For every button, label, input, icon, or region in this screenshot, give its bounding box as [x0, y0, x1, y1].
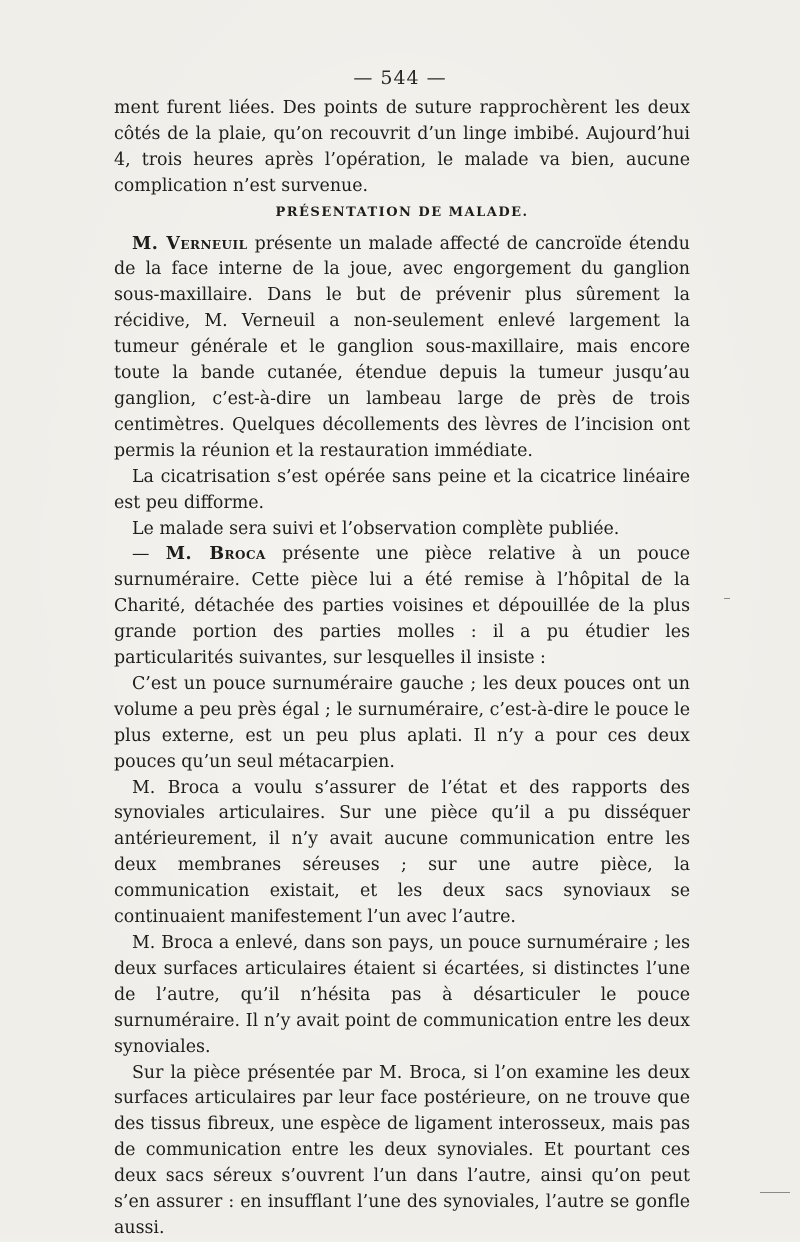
- paragraph-pays: M. Broca a enlevé, dans son pays, un pouce surnuméraire ; les deux surfaces articulaires étaient si écartées, si distinctes l’une de l’autre, qu’il n’hésita pas à désarticuler le pouce surnuméraire. Il n’y avait point de communication entre les deux synoviales.: [114, 933, 690, 1057]
- paragraph-synoviales: M. Broca a voulu s’assurer de l’état et des rapports des synoviales articulaires. Sur une pièce qu’il a pu disséquer antérieurement, il n’y avait aucune communication entre les deux membranes séreuses ; sur une autre pièce, la communication existait, et les deux sacs synoviaux se continuaient manifestement l’un avec l’autre.: [114, 777, 690, 928]
- page-text-body: [114, 96, 690, 1242]
- paragraph-text: présente un malade affecté de cancroïde étendu de la face interne de la joue, avec engorgement du ganglion sous-maxillaire. Dans le but de prévenir plus sûrement la récidive, M. Verneuil a non-seulement enlevé largement la tumeur générale et le ganglion sous-maxillaire, mais encore toute la bande cutanée, étendue depuis la tumeur jusqu’au ganglion, c’est-à-dire un lambeau large de près de trois centimètres. Quelques décollements des lèvres de l’incision ont permis la réunion et la restauration immédiate.: [114, 233, 690, 461]
- paragraph-continuation: ment furent liées. Des points de suture rapprochèrent les deux côtés de la plaie, qu’on recouvrit d’un linge imbibé. Aujourd’hui 4, trois heures après l’opération, le malade va bien, aucune complication n’est survenue.: [114, 98, 690, 196]
- page-number: — 544 —: [353, 67, 447, 89]
- scan-mark: [760, 1192, 790, 1193]
- speaker-name: M. Broca: [165, 544, 266, 565]
- speaker-name: M. Verneuil: [132, 233, 248, 254]
- em-dash: —: [132, 544, 166, 565]
- paragraph-cicatrisation: La cicatrisation s’est opérée sans peine et la cicatrice linéaire est peu difforme.: [114, 466, 690, 513]
- paragraph-pouce: C’est un pouce surnuméraire gauche ; les deux pouces ont un volume a peu près égal ; le surnuméraire, c’est-à-dire le pouce le plus externe, est un peu plus aplati. Il n’y a pour ces deux pouces qu’un seul métacarpien.: [114, 673, 690, 772]
- paragraph-suivi: Le malade sera suivi et l’observation complète publiée.: [132, 518, 620, 539]
- section-heading: PRÉSENTATION DE MALADE.: [275, 204, 529, 220]
- paragraph-text: présente une pièce relative à un pouce surnuméraire. Cette pièce lui a été remise à l’hôpital de la Charité, détachée des parties voisines et dépouillée de la plus grande portion des parties molles : il a pu étudier les particularités suivantes, sur lesquelles il insiste :: [114, 544, 690, 669]
- paragraph-verneuil: [114, 232, 690, 465]
- scan-mark: [724, 598, 730, 599]
- paragraph-broca-intro: [114, 542, 690, 672]
- paragraph-piece-presentee: Sur la pièce présentée par M. Broca, si l’on examine les deux surfaces articulaires par leur face postérieure, on ne trouve que des tissus fibreux, une espèce de ligament interosseux, mais pas de communication entre les deux synoviales. Et pourtant ces deux sacs séreux s’ouvrent l’un dans l’autre, ainsi qu’on peut s’en assurer : en insufflant l’une des synoviales, l’autre se gonfle aussi.: [114, 1062, 690, 1238]
